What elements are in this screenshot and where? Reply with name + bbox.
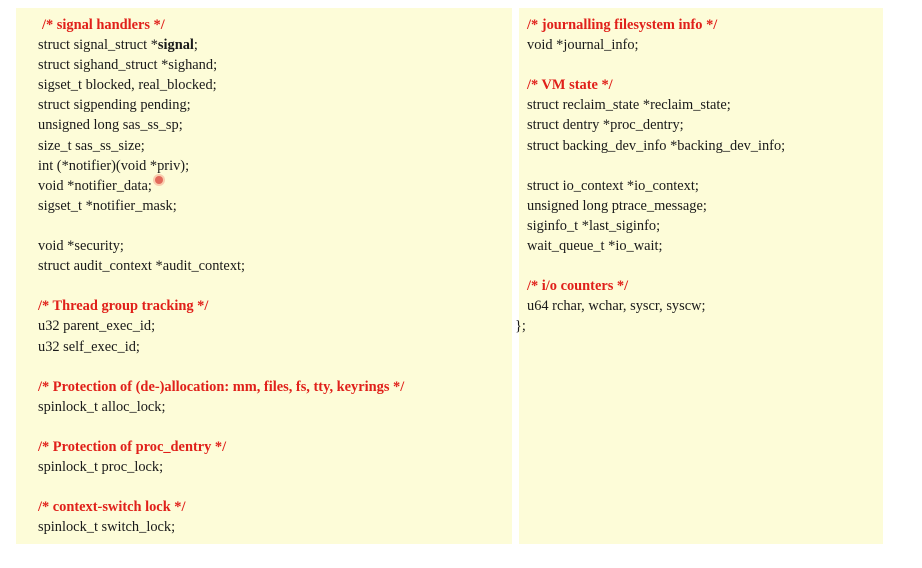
code-text: void *notifier_data; <box>38 177 152 194</box>
code-text: spinlock_t switch_lock; <box>38 519 176 536</box>
code-text: unsigned long sas_ss_sp; <box>38 117 183 134</box>
code-line <box>38 397 404 417</box>
code-line <box>38 95 404 115</box>
left-code-panel <box>16 8 512 544</box>
code-line <box>527 136 785 156</box>
code-comment: /* signal handlers */ <box>42 17 165 33</box>
blank-line <box>38 477 404 497</box>
blank-line <box>527 256 785 276</box>
code-line <box>527 216 785 236</box>
code-text: sigset_t *notifier_mask; <box>38 197 177 214</box>
code-text: int (*notifier)(void *priv); <box>38 157 190 174</box>
blank-line <box>527 156 785 176</box>
code-line <box>38 75 404 95</box>
code-line <box>38 176 404 196</box>
code-text: struct sigpending pending; <box>38 97 191 114</box>
code-comment: /* Protection of proc_dentry */ <box>38 438 227 455</box>
code-text: unsigned long ptrace_message; <box>527 197 707 214</box>
code-line <box>38 35 404 55</box>
code-line <box>38 236 404 256</box>
code-line <box>38 136 404 156</box>
code-line <box>527 196 785 216</box>
code-line <box>527 95 785 115</box>
code-text: struct reclaim_state *reclaim_state; <box>527 97 731 114</box>
code-text: spinlock_t proc_lock; <box>38 459 164 476</box>
code-line <box>38 156 404 176</box>
code-comment: /* i/o counters */ <box>527 278 629 295</box>
code-line <box>38 256 404 276</box>
code-line <box>38 517 404 537</box>
code-line <box>38 196 404 216</box>
code-comment: /* context-switch lock */ <box>38 499 186 516</box>
code-line <box>527 176 785 196</box>
code-comment: /* Thread group tracking */ <box>38 298 209 315</box>
code-text: sigset_t blocked, real_blocked; <box>38 77 217 94</box>
code-line <box>527 35 785 55</box>
closing-brace: }; <box>515 318 526 335</box>
blank-line <box>527 55 785 75</box>
code-text: wait_queue_t *io_wait; <box>527 238 663 255</box>
blank-line <box>38 417 404 437</box>
code-text: ; <box>193 37 198 54</box>
code-text: u32 parent_exec_id; <box>38 318 156 335</box>
code-text: void *journal_info; <box>527 37 639 54</box>
blank-line <box>38 357 404 377</box>
code-line <box>38 316 404 336</box>
code-line <box>38 55 404 75</box>
code-text: void *security; <box>38 238 124 255</box>
code-text: siginfo_t *last_siginfo; <box>527 217 661 234</box>
code-text: struct sighand_struct *sighand; <box>38 57 218 74</box>
code-text: spinlock_t alloc_lock; <box>38 398 166 415</box>
left-code-block <box>38 15 404 537</box>
code-text: struct backing_dev_info *backing_dev_info; <box>527 137 786 154</box>
code-line <box>527 296 785 316</box>
code-text: struct audit_context *audit_context; <box>38 258 246 275</box>
right-code-panel <box>515 8 883 544</box>
code-line <box>38 115 404 135</box>
code-comment: /* Protection of (de-)allocation: mm, files, fs, tty, keyrings */ <box>38 378 405 395</box>
right-code-block <box>515 15 786 337</box>
code-text: struct signal_struct * <box>38 37 158 54</box>
code-line <box>527 236 785 256</box>
bold-identifier: signal <box>157 37 194 54</box>
code-text: size_t sas_ss_size; <box>38 137 145 154</box>
code-line <box>38 457 404 477</box>
blank-line <box>38 216 404 236</box>
blank-line <box>38 276 404 296</box>
code-line <box>527 115 785 135</box>
code-text: u32 self_exec_id; <box>38 338 140 355</box>
code-text: struct io_context *io_context; <box>527 177 699 194</box>
code-text: struct dentry *proc_dentry; <box>527 117 684 134</box>
code-comment: /* journalling filesystem info */ <box>527 17 718 33</box>
mouse-cursor-indicator <box>155 176 163 184</box>
code-comment: /* VM state */ <box>527 77 613 94</box>
code-text: u64 rchar, wchar, syscr, syscw; <box>527 298 706 315</box>
code-line <box>38 337 404 357</box>
